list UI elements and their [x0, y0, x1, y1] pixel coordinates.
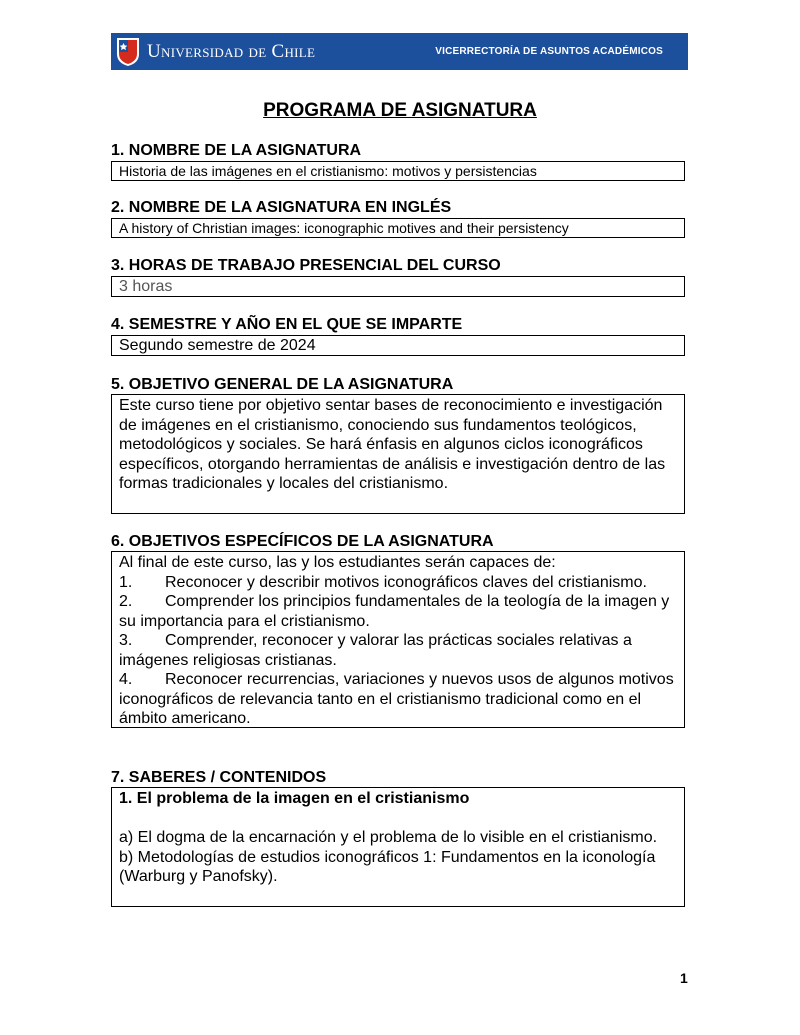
page-number: 1: [680, 970, 688, 986]
content-item-a: a) El dogma de la encarnación y el problema de lo visible en el cristianismo.: [119, 829, 658, 846]
university-name: Universidad de Chile: [147, 41, 316, 62]
contact-hours: 3 horas: [119, 278, 173, 295]
section-7-heading: 7. SABERES / CONTENIDOS: [111, 769, 327, 786]
section-6-box: [111, 551, 685, 728]
section-3-box: [111, 276, 685, 297]
course-name: Historia de las imágenes en el cristianismo: motivos y persistencias: [119, 163, 537, 179]
content-item-b: b) Metodologías de estudios iconográficos 1: Fundamentos en la iconología (Warburg y Panofsky).: [119, 848, 656, 885]
section-5-box: [111, 394, 685, 514]
objectives-intro: Al final de este curso, las y los estudiantes serán capaces de:: [119, 554, 556, 571]
section-4-box: [111, 335, 685, 356]
section-1-heading: 1. NOMBRE DE LA ASIGNATURA: [111, 142, 362, 159]
section-5-heading: 5. OBJETIVO GENERAL DE LA ASIGNATURA: [111, 376, 454, 393]
course-name-english: A history of Christian images: iconographic motives and their persistency: [119, 220, 569, 236]
general-objective: Este curso tiene por objetivo sentar bases de reconocimiento e investigación de imágenes en el cristianismo, conociendo sus fundamentos teológicos, metodológicos y sociales. Se hará énfasis en algunos ciclos iconográficos específicos, otorgando herramientas de análisis e investigación dentro de las formas tradicionales y locales del cristianismo.: [119, 397, 666, 492]
section-4-heading: 4. SEMESTRE Y AÑO EN EL QUE SE IMPARTE: [111, 316, 463, 333]
section-2-heading: 2. NOMBRE DE LA ASIGNATURA EN INGLÉS: [111, 199, 452, 216]
semester: Segundo semestre de 2024: [119, 337, 316, 354]
page-title: PROGRAMA DE ASIGNATURA: [263, 100, 537, 121]
list-item: 1. Reconocer y describir motivos iconográficos claves del cristianismo.: [119, 573, 647, 591]
university-crest-icon: [115, 36, 141, 67]
section-1-box: [111, 161, 685, 181]
list-item: 3. Comprender, reconocer y valorar las prácticas sociales relativas a imágenes religiosas cristianas.: [119, 632, 632, 669]
spacer: [119, 809, 680, 829]
list-item: 2. Comprender los principios fundamentales de la teología de la imagen y su importancia para el cristianismo.: [119, 593, 670, 630]
unit-title: 1. El problema de la imagen en el cristianismo: [119, 790, 470, 807]
section-3-heading: 3. HORAS DE TRABAJO PRESENCIAL DEL CURSO: [111, 257, 501, 274]
list-item: 4. Reconocer recurrencias, variaciones y nuevos usos de algunos motivos iconográficos de relevancia tanto en el cristianismo tradicional como en el ámbito americano.: [119, 671, 674, 727]
vicerrectoria-label: VICERRECTORÍA DE ASUNTOS ACADÉMICOS: [435, 46, 663, 57]
header-banner: [111, 33, 688, 70]
section-7-box: [111, 787, 685, 907]
section-2-box: [111, 218, 685, 238]
section-6-heading: 6. OBJETIVOS ESPECÍFICOS DE LA ASIGNATURA: [111, 533, 494, 550]
